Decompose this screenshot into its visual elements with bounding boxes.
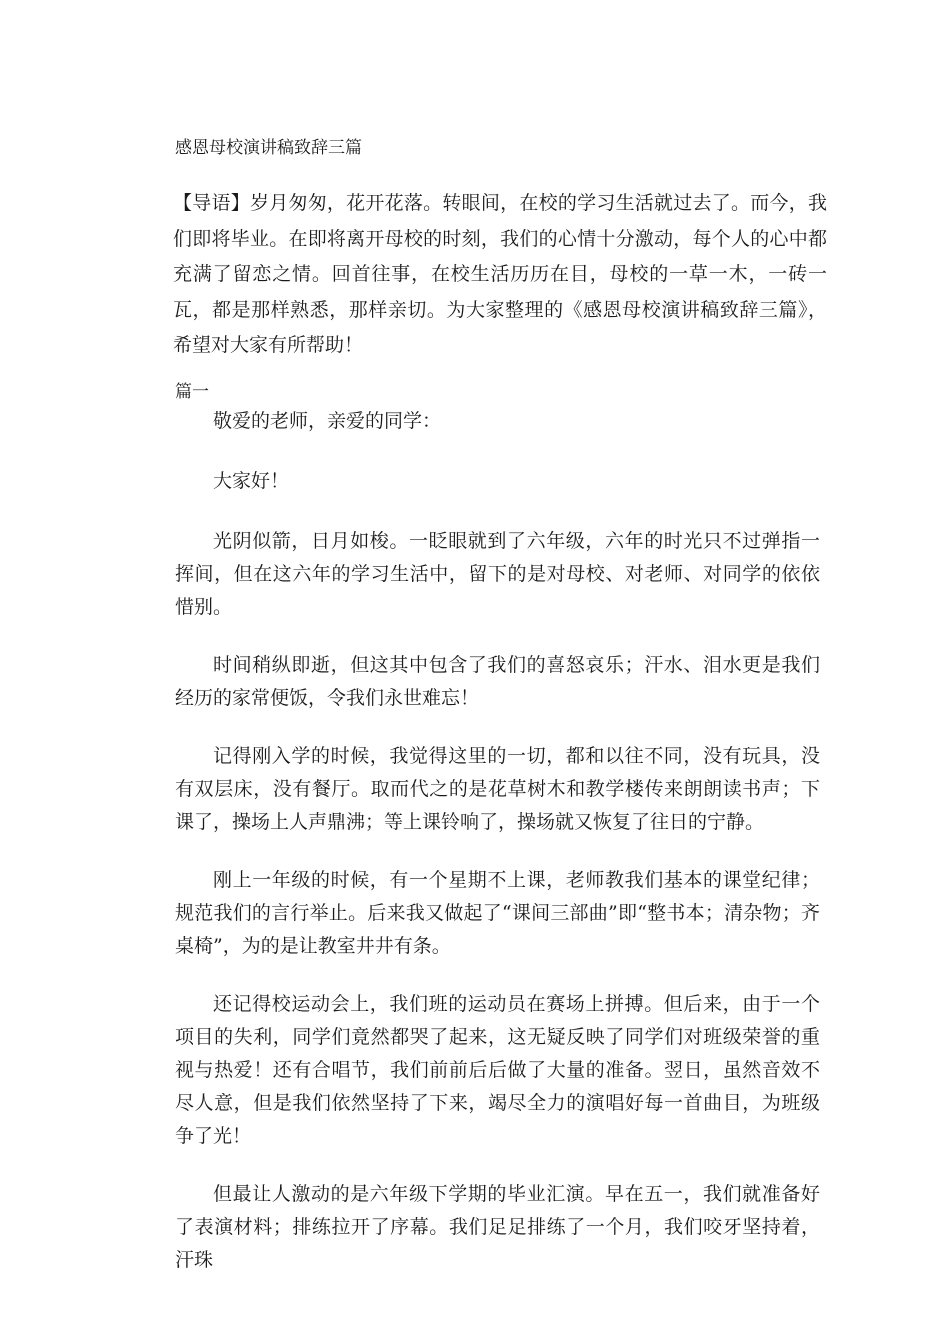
- body-paragraph: 记得刚入学的时候，我觉得这里的一切，都和以往不同，没有玩具，没有双层床，没有餐厅。取而代之的是花草树木和教学楼传来朗朗读书声；下课了，操场上人声鼎沸；等上课铃响了，操场就又恢复了往日的宁静。: [175, 745, 820, 833]
- body-paragraph: 时间稍纵即逝，但这其中包含了我们的喜怒哀乐；汗水、泪水更是我们经历的家常便饭，令我们永世难忘！: [175, 654, 820, 709]
- document-title: 感恩母校演讲稿致辞三篇: [175, 138, 362, 158]
- speech-body: [175, 405, 820, 1302]
- intro-text: 【导语】岁月匆匆，花开花落。转眼间，在校的学习生活就过去了。而今，我们即将毕业。在即将离开母校的时刻，我们的心情十分激动，每个人的心中都充满了留恋之情。回首往事，在校生活历历在目，母校的一草一木，一砖一瓦，都是那样熟悉，那样亲切。为大家整理的《感恩母校演讲稿致辞三篇》，希望对大家有所帮助！: [173, 192, 827, 356]
- salutation: 敬爱的老师，亲爱的同学：: [213, 410, 442, 432]
- body-paragraph: 但最让人激动的是六年级下学期的毕业汇演。早在五一，我们就准备好了表演材料；排练拉开了序幕。我们足足排练了一个月，我们咬牙坚持着，汗珠: [175, 1183, 820, 1271]
- greeting: 大家好！: [213, 470, 290, 492]
- section-heading: 篇一: [175, 382, 209, 402]
- body-paragraph: 刚上一年级的时候，有一个星期不上课，老师教我们基本的课堂纪律；规范我们的言行举止。后来我又做起了“课间三部曲”即“整书本；清杂物；齐桌椅”，为的是让教室井井有条。: [175, 869, 820, 957]
- body-paragraph: 还记得校运动会上，我们班的运动员在赛场上拼搏。但后来，由于一个项目的失利，同学们竟然都哭了起来，这无疑反映了同学们对班级荣誉的重视与热爱！还有合唱节，我们前前后后做了大量的准备。翌日，虽然音效不尽人意，但是我们依然坚持了下来，竭尽全力的演唱好每一首曲目，为班级争了光！: [175, 993, 820, 1147]
- body-paragraph: 光阴似箭，日月如梭。一眨眼就到了六年级，六年的时光只不过弹指一挥间，但在这六年的学习生活中，留下的是对母校、对老师、对同学的依依惜别。: [175, 530, 820, 618]
- intro-paragraph: [137, 186, 827, 364]
